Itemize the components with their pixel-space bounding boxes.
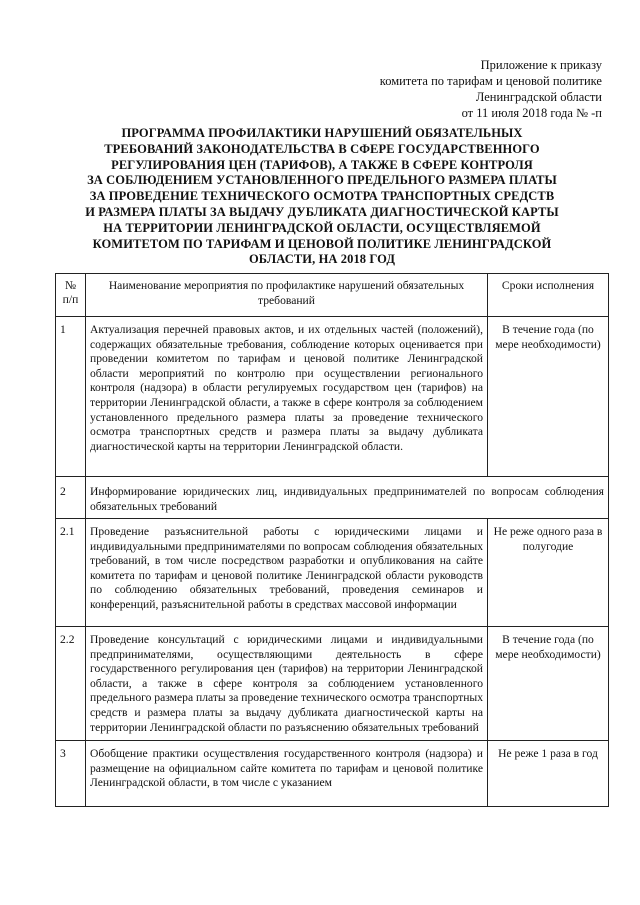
table-row — [56, 317, 609, 477]
appendix-line: Приложение к приказу — [480, 58, 602, 72]
title-line: ПРОГРАММА ПРОФИЛАКТИКИ НАРУШЕНИЙ ОБЯЗАТЕЛЬНЫХ — [121, 126, 523, 140]
title-line: ОБЛАСТИ, НА 2018 ГОД — [248, 252, 396, 267]
table-row — [56, 519, 609, 627]
row-deadline: В течение года (по мере необходимости) — [488, 627, 609, 741]
header-activity-name: Наименование мероприятия по профилактике нарушений обязательных требований — [86, 274, 488, 317]
row-number: 2 — [56, 477, 86, 519]
row-activity: Проведение разъяснительной работы с юридическими лицами и индивидуальными предпринимателями по вопросам соблюдения обязательных требований, в том числе посредством разработки и опубликования на сайте комитета по тарифам и ценовой политике Ленинградской области руководств по соблюдению обязательных требований, проведения семинаров и конференций, разъяснительной работы в средствах массовой информации — [86, 519, 488, 627]
program-table — [55, 273, 609, 807]
header-number — [56, 274, 86, 317]
appendix-line: Ленинградской области — [475, 90, 602, 104]
row-activity: Актуализация перечней правовых актов, и их отдельных частей (положений), содержащих обязательные требования, соблюдение которых оценивается при проведении комитетом по тарифам и ценовой политике Ленинградской области мероприятий по контролю при осуществлении регионального контроля (надзора) в области регулируемых государством цен (тарифов) на территории Ленинградской области, а также в сфере контроля за соблюдением установленного предельного размера платы за проведение технического осмотра транспортных средств и размера платы за выдачу дубликата диагностической карты на территории Ленинградской области. — [86, 317, 488, 477]
header-number-line: п/п — [62, 293, 79, 306]
title-line: КОМИТЕТОМ ПО ТАРИФАМ И ЦЕНОВОЙ ПОЛИТИКЕ ЛЕНИНГРАДСКОЙ — [92, 236, 552, 251]
row-activity: Обобщение практики осуществления государственного контроля (надзора) и размещение на официальном сайте комитета по тарифам и ценовой политике Ленинградской области, в том числе с указанием — [86, 741, 488, 807]
table-row — [56, 477, 609, 519]
table-row — [56, 741, 609, 807]
row-deadline: В течение года (по мере необходимости) — [488, 317, 609, 477]
title-line: ЗА СОБЛЮДЕНИЕМ УСТАНОВЛЕННОГО ПРЕДЕЛЬНОГО РАЗМЕРА ПЛАТЫ — [87, 173, 557, 188]
header-deadline: Сроки исполнения — [488, 274, 609, 317]
title-line: ЗА ПРОВЕДЕНИЕ ТЕХНИЧЕСКОГО ОСМОТРА ТРАНСПОРТНЫХ СРЕДСТВ — [89, 189, 555, 204]
row-deadline: Не реже 1 раза в год — [488, 741, 609, 807]
row-activity: Информирование юридических лиц, индивидуальных предпринимателей по вопросам соблюдения обязательных требований — [86, 477, 609, 519]
header-number-line: № — [64, 279, 77, 292]
title-line: РЕГУЛИРОВАНИЯ ЦЕН (ТАРИФОВ), А ТАКЖЕ В СФЕРЕ КОНТРОЛЯ — [111, 157, 533, 172]
title-line: ТРЕБОВАНИЙ ЗАКОНОДАТЕЛЬСТВА В СФЕРЕ ГОСУДАРСТВЕННОГО — [104, 141, 540, 156]
table-header-row — [56, 274, 609, 317]
title-line: НА ТЕРРИТОРИИ ЛЕНИНГРАДСКОЙ ОБЛАСТИ, ОСУЩЕСТВЛЯЕМОЙ — [103, 220, 541, 235]
row-number: 2.2 — [56, 627, 86, 741]
title-line: И РАЗМЕРА ПЛАТЫ ЗА ВЫДАЧУ ДУБЛИКАТА ДИАГНОСТИЧЕСКОЙ КАРТЫ — [85, 204, 559, 219]
row-number: 3 — [56, 741, 86, 807]
appendix-line: комитета по тарифам и ценовой политике — [379, 74, 602, 88]
table-row — [56, 627, 609, 741]
appendix-order-date: от 11 июля 2018 года № -п — [461, 106, 602, 120]
appendix-note — [242, 57, 602, 121]
row-number: 1 — [56, 317, 86, 477]
row-deadline: Не реже одного раза в полугодие — [488, 519, 609, 627]
row-number: 2.1 — [56, 519, 86, 627]
document-title — [60, 126, 584, 268]
row-activity: Проведение консультаций с юридическими лицами и индивидуальными предпринимателями, осуществляющими деятельность в сфере государственного регулирования цен (тарифов) на территории Ленинградской области, а также в сфере контроля за соблюдением установленного предельного размера платы за проведение технического осмотра транспортных средств и размера платы за выдачу дубликата диагностической карты на территории Ленинградской области по разъяснению обязательных требований — [86, 627, 488, 741]
